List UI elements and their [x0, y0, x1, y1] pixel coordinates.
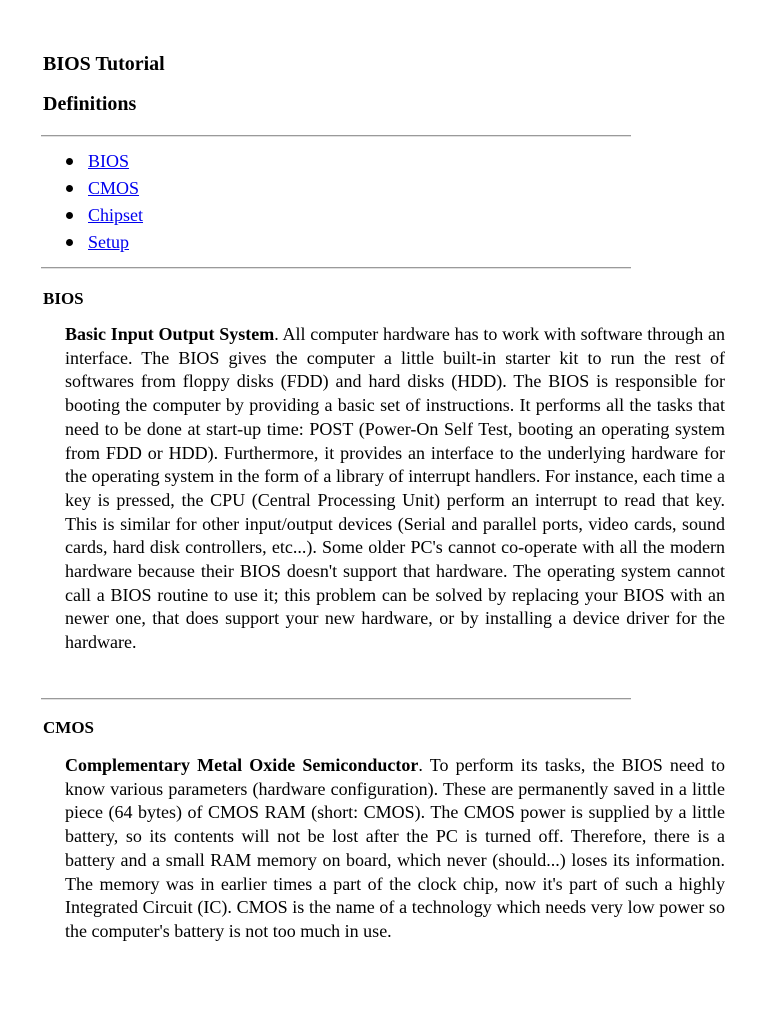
section-heading-bios: BIOS — [43, 289, 84, 308]
bios-term: Basic Input Output System — [65, 324, 275, 344]
toc-list — [88, 149, 143, 257]
bios-paragraph — [65, 323, 725, 655]
horizontal-rule — [41, 698, 631, 700]
horizontal-rule — [41, 267, 631, 269]
toc-link-bios[interactable]: BIOS — [88, 151, 130, 171]
cmos-paragraph — [65, 754, 725, 944]
toc-item — [88, 176, 143, 203]
horizontal-rule — [41, 135, 631, 137]
toc-link-cmos[interactable]: CMOS — [88, 178, 140, 198]
toc-link-chipset[interactable]: Chipset — [88, 205, 144, 225]
toc-item — [88, 230, 143, 257]
toc-item — [88, 203, 143, 230]
cmos-term: Complementary Metal Oxide Semiconductor — [65, 755, 419, 775]
section-heading-cmos: CMOS — [43, 718, 94, 737]
toc-link-setup[interactable]: Setup — [88, 232, 130, 252]
bios-body: . All computer hardware has to work with software through an interface. The BIOS gives the computer a little built-in starter kit to run the rest of softwares from floppy disks (FDD) and hard disks (HDD). The BIOS is responsible for booting the computer by providing a basic set of instructions. It performs all the tasks that need to be done at start-up time: POST (Power-On Self Test, booting an operating system from FDD or HDD). Furthermore, it provides an interface to the underlying hardware for the operating system in the form of a library of interrupt handlers. For instance, each time a key is pressed, the CPU (Central Processing Unit) perform an interrupt to read that key. This is similar for other input/output devices (Serial and parallel ports, video cards, sound cards, hard disk controllers, etc...). Some older PC's cannot co-operate with all the modern hardware because their BIOS doesn't support that hardware. The operating system cannot call a BIOS routine to use it; this problem can be solved by replacing your BIOS with an newer one, that does support your new hardware, or by installing a device driver for the hardware. — [65, 324, 726, 653]
page-title: BIOS Tutorial — [43, 53, 165, 75]
definitions-heading: Definitions — [43, 93, 137, 115]
toc-item — [88, 149, 143, 176]
cmos-body: . To perform its tasks, the BIOS need to know various parameters (hardware configuration). These are permanently saved in a little piece (64 bytes) of CMOS RAM (short: CMOS). The CMOS power is supplied by a little battery, so its contents will not be lost after the PC is turned off. Therefore, there is a battery and a small RAM memory on board, which never (should...) loses its information. The memory was in earlier times a part of the clock chip, now it's part of such a highly Integrated Circuit (IC). CMOS is the name of a technology which needs very low power so the computer's battery is not too much in use. — [65, 755, 726, 941]
